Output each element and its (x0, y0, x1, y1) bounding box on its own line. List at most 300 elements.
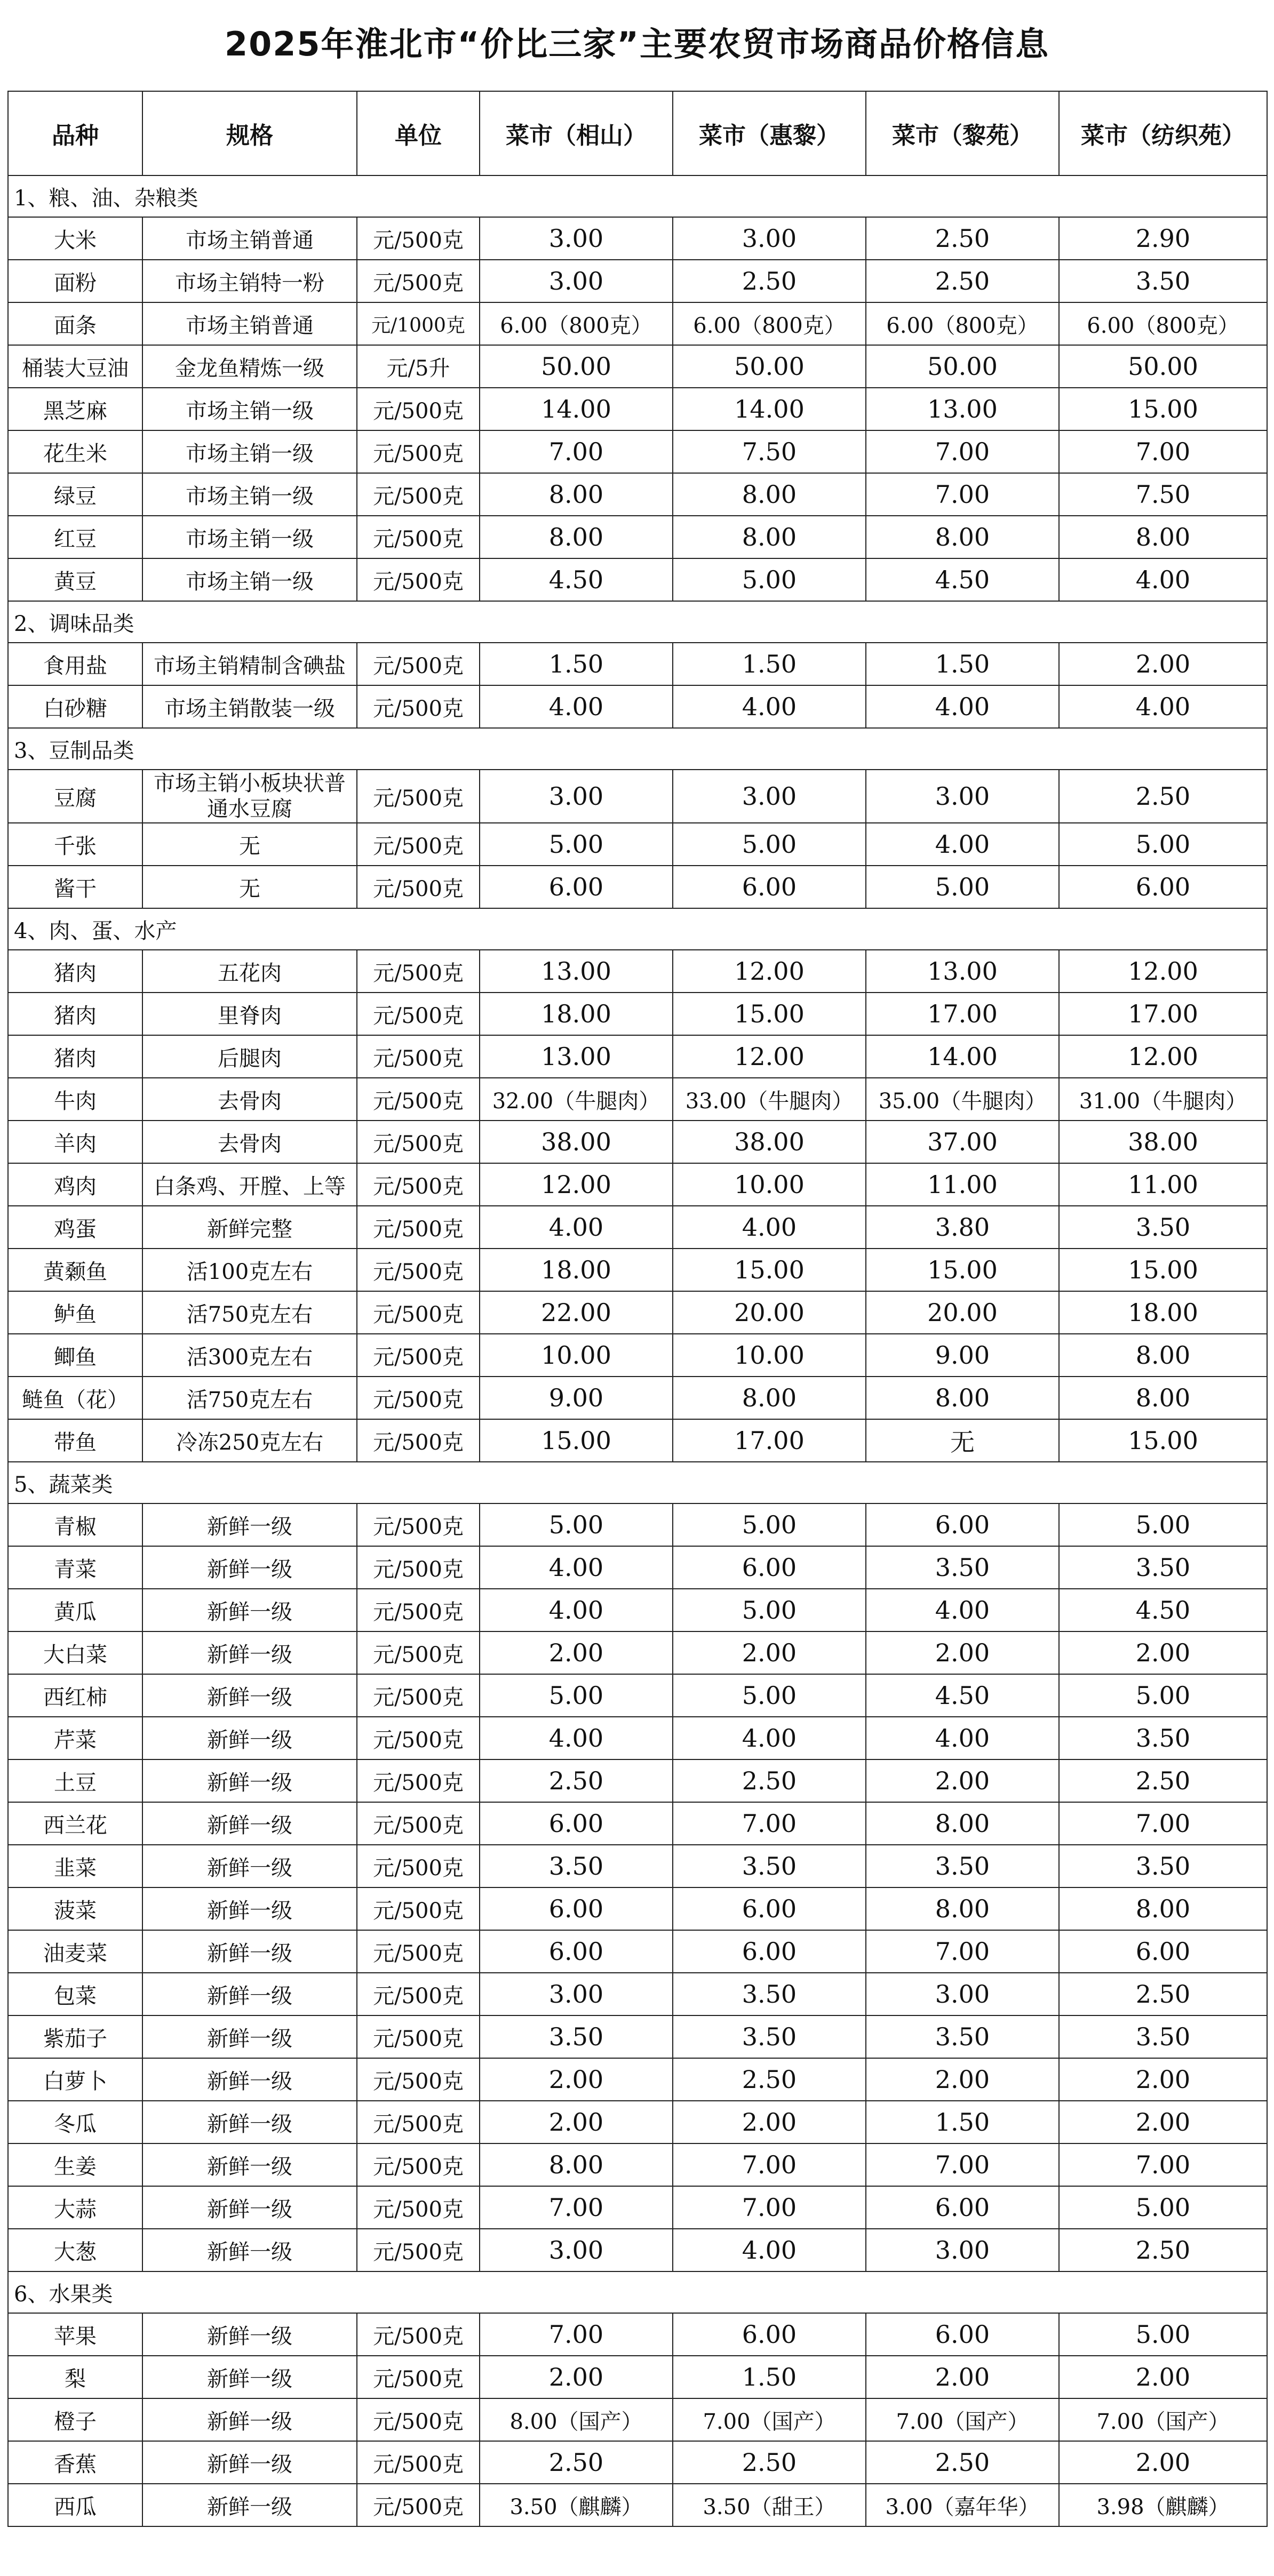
price-cell: 3.00 (866, 2229, 1059, 2271)
item-name: 青菜 (8, 1546, 142, 1589)
price-cell: 3.00 (673, 217, 866, 260)
price-cell: 2.00 (1059, 1631, 1267, 1674)
price-cell: 4.00 (673, 1206, 866, 1249)
item-unit: 元/500克 (357, 1717, 480, 1759)
item-name: 大葱 (8, 2229, 142, 2271)
price-cell: 7.00 (673, 2186, 866, 2229)
price-cell: 3.50 (480, 1845, 673, 1887)
item-name: 黄颡鱼 (8, 1249, 142, 1291)
item-spec: 冷冻250克左右 (142, 1419, 357, 1462)
item-spec: 活750克左右 (142, 1377, 357, 1419)
item-name: 橙子 (8, 2398, 142, 2441)
price-cell: 33.00（牛腿肉） (673, 1078, 866, 1121)
item-name: 包菜 (8, 1973, 142, 2015)
table-row (8, 217, 1267, 260)
item-spec: 市场主销一级 (142, 558, 357, 601)
price-cell: 4.00 (480, 685, 673, 728)
item-spec: 新鲜一级 (142, 1674, 357, 1717)
table-row (8, 1674, 1267, 1717)
table-row (8, 2441, 1267, 2484)
table-row (8, 2229, 1267, 2271)
item-unit: 元/500克 (357, 1078, 480, 1121)
item-name: 黑芝麻 (8, 388, 142, 430)
price-cell: 17.00 (866, 993, 1059, 1035)
item-name: 西兰花 (8, 1802, 142, 1845)
table-row (8, 1759, 1267, 1802)
table-row (8, 1291, 1267, 1334)
item-name: 梨 (8, 2356, 142, 2398)
item-name: 西瓜 (8, 2484, 142, 2526)
price-cell: 4.00 (480, 1206, 673, 1249)
item-spec: 活750克左右 (142, 1291, 357, 1334)
item-unit: 元/500克 (357, 1589, 480, 1631)
table-row (8, 866, 1267, 908)
item-spec: 后腿肉 (142, 1035, 357, 1078)
table-row (8, 302, 1267, 345)
price-cell: 2.00 (673, 1631, 866, 1674)
price-cell: 8.00 (1059, 1334, 1267, 1377)
table-row (8, 1589, 1267, 1631)
item-spec: 新鲜一级 (142, 2313, 357, 2356)
item-unit: 元/500克 (357, 770, 480, 823)
item-unit: 元/500克 (357, 1759, 480, 1802)
table-row (8, 2313, 1267, 2356)
item-spec: 无 (142, 823, 357, 866)
price-cell: 38.00 (1059, 1121, 1267, 1163)
item-name: 猪肉 (8, 950, 142, 993)
price-cell: 14.00 (673, 388, 866, 430)
table-row (8, 823, 1267, 866)
table-row (8, 430, 1267, 473)
category-label: 4、肉、蛋、水产 (8, 908, 1267, 950)
price-cell: 5.00 (673, 558, 866, 601)
header-market-liyuan: 菜市（黎苑） (866, 91, 1059, 175)
item-spec: 无 (142, 866, 357, 908)
item-spec: 新鲜完整 (142, 1206, 357, 1249)
item-name: 白萝卜 (8, 2058, 142, 2101)
price-cell: 7.00 (480, 2313, 673, 2356)
price-cell: 6.00 (1059, 1930, 1267, 1973)
price-cell: 3.00 (480, 770, 673, 823)
table-row (8, 2015, 1267, 2058)
item-name: 红豆 (8, 516, 142, 558)
price-cell: 3.50 (1059, 1717, 1267, 1759)
item-spec: 市场主销一级 (142, 430, 357, 473)
item-spec: 新鲜一级 (142, 1759, 357, 1802)
table-row (8, 1121, 1267, 1163)
price-cell: 3.50 (673, 2015, 866, 2058)
price-cell: 1.50 (673, 2356, 866, 2398)
item-spec: 活300克左右 (142, 1334, 357, 1377)
price-cell: 14.00 (480, 388, 673, 430)
price-cell: 38.00 (673, 1121, 866, 1163)
price-cell: 7.00（国产） (673, 2398, 866, 2441)
item-spec: 新鲜一级 (142, 1930, 357, 1973)
item-spec: 市场主销小板块状普通水豆腐 (142, 770, 357, 823)
price-cell: 3.00 (480, 217, 673, 260)
price-cell: 2.00 (480, 1631, 673, 1674)
price-cell: 1.50 (673, 643, 866, 685)
item-unit: 元/500克 (357, 1973, 480, 2015)
price-cell: 2.90 (1059, 217, 1267, 260)
item-spec: 新鲜一级 (142, 1717, 357, 1759)
price-cell: 8.00 (1059, 1887, 1267, 1930)
price-cell: 2.50 (866, 260, 1059, 302)
price-cell: 8.00 (673, 1377, 866, 1419)
price-cell: 11.00 (866, 1163, 1059, 1206)
price-cell: 11.00 (1059, 1163, 1267, 1206)
price-cell: 7.00 (480, 2186, 673, 2229)
price-cell: 3.50 (866, 2015, 1059, 2058)
price-cell: 4.00 (1059, 685, 1267, 728)
category-label: 3、豆制品类 (8, 728, 1267, 770)
item-unit: 元/500克 (357, 2398, 480, 2441)
item-unit: 元/500克 (357, 685, 480, 728)
item-name: 羊肉 (8, 1121, 142, 1163)
item-name: 菠菜 (8, 1887, 142, 1930)
price-cell: 12.00 (480, 1163, 673, 1206)
header-unit: 单位 (357, 91, 480, 175)
item-spec: 五花肉 (142, 950, 357, 993)
price-cell: 6.00 (673, 866, 866, 908)
item-name: 大蒜 (8, 2186, 142, 2229)
item-spec: 市场主销特一粉 (142, 260, 357, 302)
item-unit: 元/500克 (357, 2015, 480, 2058)
price-cell: 4.00 (673, 1717, 866, 1759)
price-cell: 6.00 (1059, 866, 1267, 908)
price-cell: 5.00 (480, 823, 673, 866)
document-title: 2025年淮北市“价比三家”主要农贸市场商品价格信息 (224, 25, 1050, 63)
price-cell: 14.00 (866, 1035, 1059, 1078)
price-cell: 5.00 (673, 1674, 866, 1717)
price-cell: 5.00 (673, 1589, 866, 1631)
price-cell: 7.00 (866, 1930, 1059, 1973)
item-name: 紫茄子 (8, 2015, 142, 2058)
item-spec: 新鲜一级 (142, 2484, 357, 2526)
price-cell: 3.00（嘉年华） (866, 2484, 1059, 2526)
item-unit: 元/500克 (357, 1163, 480, 1206)
category-row (8, 1462, 1267, 1503)
price-cell: 13.00 (480, 950, 673, 993)
item-unit: 元/500克 (357, 993, 480, 1035)
price-cell: 37.00 (866, 1121, 1059, 1163)
item-name: 鲫鱼 (8, 1334, 142, 1377)
price-cell: 15.00 (1059, 388, 1267, 430)
price-cell: 2.50 (480, 2441, 673, 2484)
price-cell: 3.50 (1059, 2015, 1267, 2058)
price-cell: 15.00 (673, 993, 866, 1035)
table-row (8, 1802, 1267, 1845)
price-cell: 4.00 (866, 685, 1059, 728)
price-cell: 8.00 (866, 1887, 1059, 1930)
header-market-huili: 菜市（惠黎） (673, 91, 866, 175)
table-header-row (8, 91, 1267, 175)
table-row (8, 993, 1267, 1035)
price-cell: 8.00 (866, 1377, 1059, 1419)
item-unit: 元/500克 (357, 1419, 480, 1462)
price-cell: 4.00 (673, 2229, 866, 2271)
item-unit: 元/500克 (357, 1334, 480, 1377)
price-cell: 35.00（牛腿肉） (866, 1078, 1059, 1121)
price-cell: 3.50 (866, 1845, 1059, 1887)
item-name: 鲈鱼 (8, 1291, 142, 1334)
price-cell: 6.00 (480, 866, 673, 908)
price-cell: 3.00 (480, 1973, 673, 2015)
item-name: 绿豆 (8, 473, 142, 516)
item-spec: 市场主销普通 (142, 302, 357, 345)
item-name: 韭菜 (8, 1845, 142, 1887)
item-name: 大白菜 (8, 1631, 142, 1674)
price-cell: 15.00 (480, 1419, 673, 1462)
item-spec: 新鲜一级 (142, 2229, 357, 2271)
item-spec: 里脊肉 (142, 993, 357, 1035)
table-row (8, 345, 1267, 388)
price-cell: 3.98（麒麟） (1059, 2484, 1267, 2526)
item-unit: 元/500克 (357, 558, 480, 601)
item-name: 鸡蛋 (8, 1206, 142, 1249)
table-row (8, 2101, 1267, 2143)
item-name: 土豆 (8, 1759, 142, 1802)
category-label: 5、蔬菜类 (8, 1462, 1267, 1503)
table-row (8, 2484, 1267, 2526)
price-cell: 6.00 (866, 2313, 1059, 2356)
price-cell: 2.00 (1059, 2356, 1267, 2398)
header-spec: 规格 (142, 91, 357, 175)
price-cell: 6.00（800克） (1059, 302, 1267, 345)
price-cell: 20.00 (866, 1291, 1059, 1334)
item-name: 千张 (8, 823, 142, 866)
price-cell: 3.50 (1059, 260, 1267, 302)
price-cell: 10.00 (673, 1334, 866, 1377)
table-row (8, 1249, 1267, 1291)
price-cell: 13.00 (480, 1035, 673, 1078)
table-row (8, 1035, 1267, 1078)
item-spec: 白条鸡、开膛、上等 (142, 1163, 357, 1206)
price-cell: 8.00 (1059, 516, 1267, 558)
table-row (8, 473, 1267, 516)
table-row (8, 1973, 1267, 2015)
table-row (8, 2398, 1267, 2441)
price-cell: 2.50 (673, 2058, 866, 2101)
price-cell: 3.50 (673, 1845, 866, 1887)
price-cell: 15.00 (1059, 1249, 1267, 1291)
price-cell: 8.00 (480, 2143, 673, 2186)
price-cell: 7.00（国产） (866, 2398, 1059, 2441)
item-unit: 元/500克 (357, 388, 480, 430)
table-row (8, 1078, 1267, 1121)
item-spec: 新鲜一级 (142, 1845, 357, 1887)
price-cell: 5.00 (480, 1503, 673, 1546)
item-spec: 新鲜一级 (142, 1631, 357, 1674)
price-cell: 50.00 (866, 345, 1059, 388)
item-spec: 新鲜一级 (142, 1973, 357, 2015)
item-name: 鲢鱼（花） (8, 1377, 142, 1419)
item-name: 桶装大豆油 (8, 345, 142, 388)
table-row (8, 2058, 1267, 2101)
price-cell: 7.00 (1059, 2143, 1267, 2186)
item-unit: 元/500克 (357, 1546, 480, 1589)
price-cell: 2.00 (1059, 2058, 1267, 2101)
category-label: 1、粮、油、杂粮类 (8, 175, 1267, 217)
item-name: 青椒 (8, 1503, 142, 1546)
item-spec: 去骨肉 (142, 1121, 357, 1163)
item-unit: 元/500克 (357, 2441, 480, 2484)
item-spec: 市场主销一级 (142, 473, 357, 516)
price-cell: 2.50 (673, 2441, 866, 2484)
item-unit: 元/500克 (357, 2143, 480, 2186)
price-cell: 7.00 (1059, 1802, 1267, 1845)
table-row (8, 1717, 1267, 1759)
item-name: 黄豆 (8, 558, 142, 601)
item-unit: 元/500克 (357, 516, 480, 558)
item-spec: 新鲜一级 (142, 2356, 357, 2398)
price-cell: 7.00 (480, 430, 673, 473)
price-cell: 2.50 (1059, 2229, 1267, 2271)
category-label: 6、水果类 (8, 2271, 1267, 2313)
price-cell: 15.00 (1059, 1419, 1267, 1462)
table-row (8, 1546, 1267, 1589)
category-row (8, 728, 1267, 770)
price-cell: 6.00 (673, 1887, 866, 1930)
category-label: 2、调味品类 (8, 601, 1267, 643)
table-row (8, 1419, 1267, 1462)
price-cell: 10.00 (673, 1163, 866, 1206)
header-market-fangzhiyuan: 菜市（纺织苑） (1059, 91, 1267, 175)
price-cell: 4.00 (866, 1589, 1059, 1631)
price-cell: 7.50 (673, 430, 866, 473)
item-name: 白砂糖 (8, 685, 142, 728)
price-cell: 4.00 (866, 823, 1059, 866)
price-cell: 15.00 (866, 1249, 1059, 1291)
item-name: 牛肉 (8, 1078, 142, 1121)
price-cell: 2.50 (673, 1759, 866, 1802)
item-name: 面条 (8, 302, 142, 345)
price-cell: 3.00 (480, 2229, 673, 2271)
item-unit: 元/500克 (357, 1887, 480, 1930)
item-unit: 元/500克 (357, 1802, 480, 1845)
table-row (8, 1334, 1267, 1377)
item-name: 酱干 (8, 866, 142, 908)
table-row (8, 260, 1267, 302)
price-cell: 18.00 (1059, 1291, 1267, 1334)
item-name: 鸡肉 (8, 1163, 142, 1206)
price-cell: 2.50 (1059, 1759, 1267, 1802)
price-cell: 32.00（牛腿肉） (480, 1078, 673, 1121)
item-unit: 元/1000克 (357, 302, 480, 345)
price-cell: 2.50 (673, 260, 866, 302)
item-name: 芹菜 (8, 1717, 142, 1759)
price-cell: 18.00 (480, 993, 673, 1035)
price-cell: 7.00 (673, 2143, 866, 2186)
item-unit: 元/5升 (357, 345, 480, 388)
price-cell: 5.00 (480, 1674, 673, 1717)
item-spec: 市场主销一级 (142, 516, 357, 558)
price-table (7, 91, 1268, 2527)
price-cell: 8.00（国产） (480, 2398, 673, 2441)
price-cell: 2.50 (1059, 770, 1267, 823)
price-cell: 1.50 (866, 2101, 1059, 2143)
price-cell: 20.00 (673, 1291, 866, 1334)
price-cell: 2.00 (866, 1759, 1059, 1802)
item-unit: 元/500克 (357, 1674, 480, 1717)
price-cell: 7.50 (1059, 473, 1267, 516)
price-cell: 2.00 (1059, 2101, 1267, 2143)
price-cell: 5.00 (1059, 2313, 1267, 2356)
price-cell: 无 (866, 1419, 1059, 1462)
price-cell: 6.00 (673, 1930, 866, 1973)
price-cell: 2.50 (480, 1759, 673, 1802)
price-cell: 4.00 (480, 1717, 673, 1759)
item-unit: 元/500克 (357, 2186, 480, 2229)
item-spec: 新鲜一级 (142, 1887, 357, 1930)
price-cell: 7.00 (673, 1802, 866, 1845)
item-spec: 新鲜一级 (142, 2101, 357, 2143)
price-cell: 15.00 (673, 1249, 866, 1291)
price-cell: 6.00（800克） (480, 302, 673, 345)
price-cell: 6.00 (673, 1546, 866, 1589)
price-cell: 2.00 (673, 2101, 866, 2143)
price-cell: 3.50（甜王） (673, 2484, 866, 2526)
table-row (8, 2186, 1267, 2229)
item-unit: 元/500克 (357, 1845, 480, 1887)
price-cell: 1.50 (866, 643, 1059, 685)
price-cell: 2.00 (866, 1631, 1059, 1674)
price-cell: 8.00 (673, 473, 866, 516)
price-cell: 12.00 (673, 950, 866, 993)
price-cell: 3.50 (1059, 1206, 1267, 1249)
item-unit: 元/500克 (357, 260, 480, 302)
item-spec: 金龙鱼精炼一级 (142, 345, 357, 388)
item-name: 大米 (8, 217, 142, 260)
price-cell: 1.50 (480, 643, 673, 685)
price-cell: 4.00 (1059, 558, 1267, 601)
price-cell: 12.00 (1059, 1035, 1267, 1078)
price-cell: 6.00 (866, 2186, 1059, 2229)
price-cell: 7.00 (866, 473, 1059, 516)
price-cell: 6.00 (480, 1887, 673, 1930)
price-cell: 3.50（麒麟） (480, 2484, 673, 2526)
table-row (8, 516, 1267, 558)
item-name: 生姜 (8, 2143, 142, 2186)
item-spec: 市场主销一级 (142, 388, 357, 430)
item-unit: 元/500克 (357, 1503, 480, 1546)
price-cell: 13.00 (866, 388, 1059, 430)
item-unit: 元/500克 (357, 1035, 480, 1078)
item-name: 带鱼 (8, 1419, 142, 1462)
table-row (8, 1631, 1267, 1674)
item-unit: 元/500克 (357, 1291, 480, 1334)
price-cell: 8.00 (866, 1802, 1059, 1845)
price-cell: 4.50 (480, 558, 673, 601)
price-cell: 3.00 (480, 260, 673, 302)
price-cell: 3.50 (866, 1546, 1059, 1589)
price-cell: 38.00 (480, 1121, 673, 1163)
item-spec: 新鲜一级 (142, 2441, 357, 2484)
table-row (8, 950, 1267, 993)
price-cell: 8.00 (480, 473, 673, 516)
price-cell: 6.00 (866, 1503, 1059, 1546)
header-market-xiangshan: 菜市（相山） (480, 91, 673, 175)
price-cell: 5.00 (1059, 823, 1267, 866)
price-cell: 12.00 (1059, 950, 1267, 993)
price-cell: 5.00 (673, 1503, 866, 1546)
price-cell: 2.00 (866, 2058, 1059, 2101)
price-cell: 3.50 (1059, 1546, 1267, 1589)
price-cell: 7.00 (1059, 430, 1267, 473)
item-spec: 市场主销普通 (142, 217, 357, 260)
table-row (8, 1163, 1267, 1206)
price-cell: 12.00 (673, 1035, 866, 1078)
